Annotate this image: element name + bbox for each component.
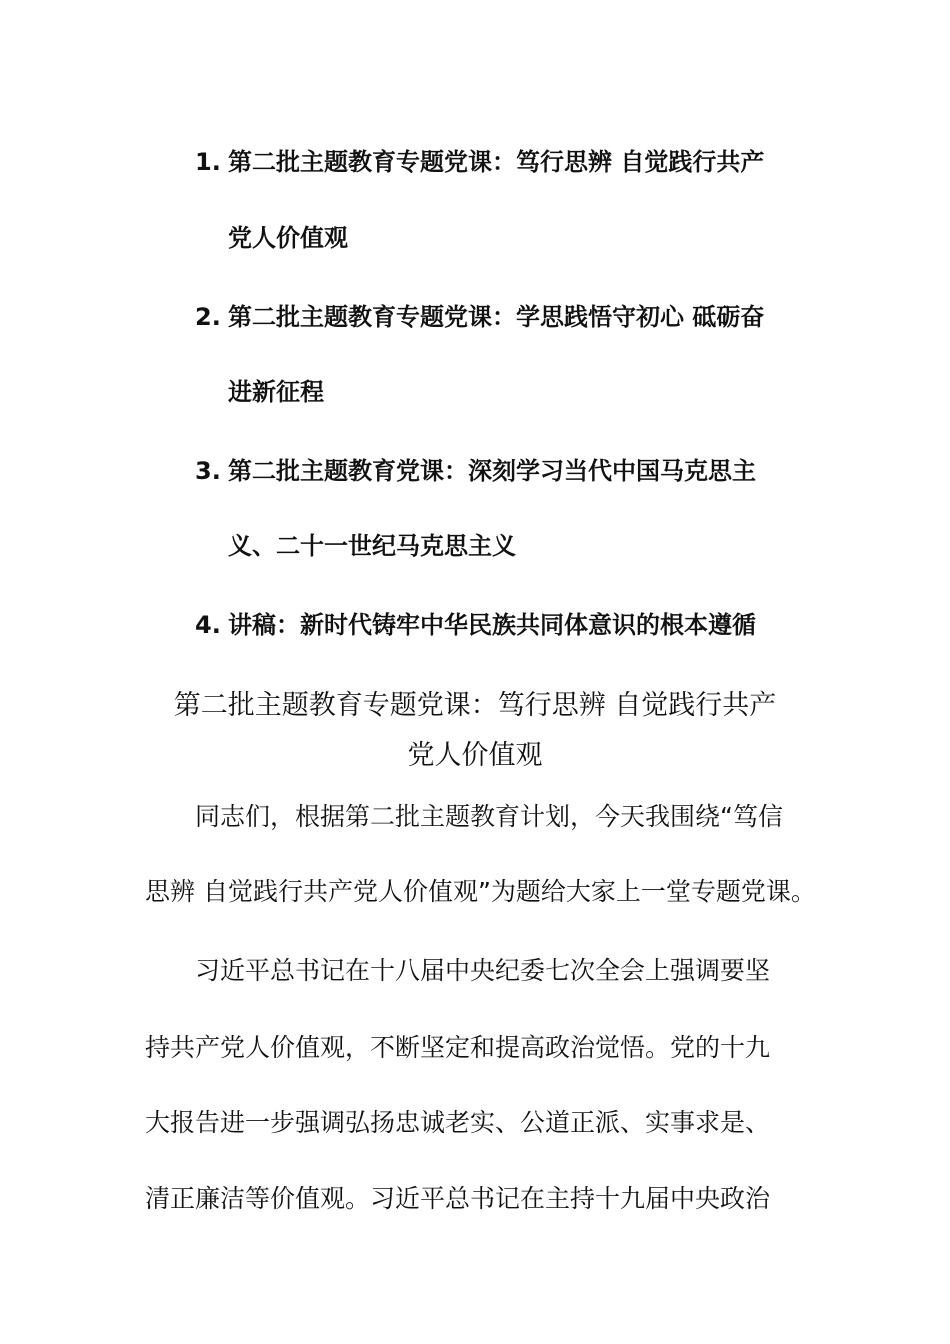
body-paragraph-2-line-1: 习近平总书记在十八届中央纪委七次全会上强调要坚 <box>195 956 771 985</box>
toc-item-title: 第二批主题教育专题党课：笃行思辨 自觉践行共产 <box>228 148 765 176</box>
toc-item-title-continued: 进新征程 <box>228 378 324 406</box>
toc-item-number: 4. <box>195 611 221 639</box>
document-title-line-2: 党人价值观 <box>407 740 543 771</box>
body-paragraph-2-line-2: 持共产党人价值观，不断坚定和提高政治觉悟。党的十九 <box>145 1033 771 1062</box>
body-paragraph-1-line-1: 同志们，根据第二批主题教育计划，今天我围绕“笃信 <box>195 802 783 831</box>
toc-item-number: 2. <box>195 303 221 331</box>
toc-item-number: 3. <box>195 457 221 485</box>
body-paragraph-2-line-3: 大报告进一步强调弘扬忠诚老实、公道正派、实事求是、 <box>145 1108 771 1137</box>
body-paragraph-2-line-4: 清正廉洁等价值观。习近平总书记在主持十九届中央政治 <box>145 1184 771 1213</box>
toc-item-title: 第二批主题教育党课：深刻学习当代中国马克思主 <box>228 457 756 485</box>
toc-item-title-continued: 义、二十一世纪马克思主义 <box>228 532 516 560</box>
document-title-line-1: 第二批主题教育专题党课：笃行思辨 自觉践行共产 <box>173 690 777 721</box>
toc-item-title: 讲稿：新时代铸牢中华民族共同体意识的根本遵循 <box>228 611 756 639</box>
body-paragraph-1-line-2: 思辨 自觉践行共产党人价值观”为题给大家上一堂专题党课。 <box>145 877 816 906</box>
toc-item-title: 第二批主题教育专题党课：学思践悟守初心 砥砺奋 <box>228 303 765 331</box>
toc-item-title-continued: 党人价值观 <box>228 224 348 252</box>
toc-item-number: 1. <box>195 148 221 176</box>
